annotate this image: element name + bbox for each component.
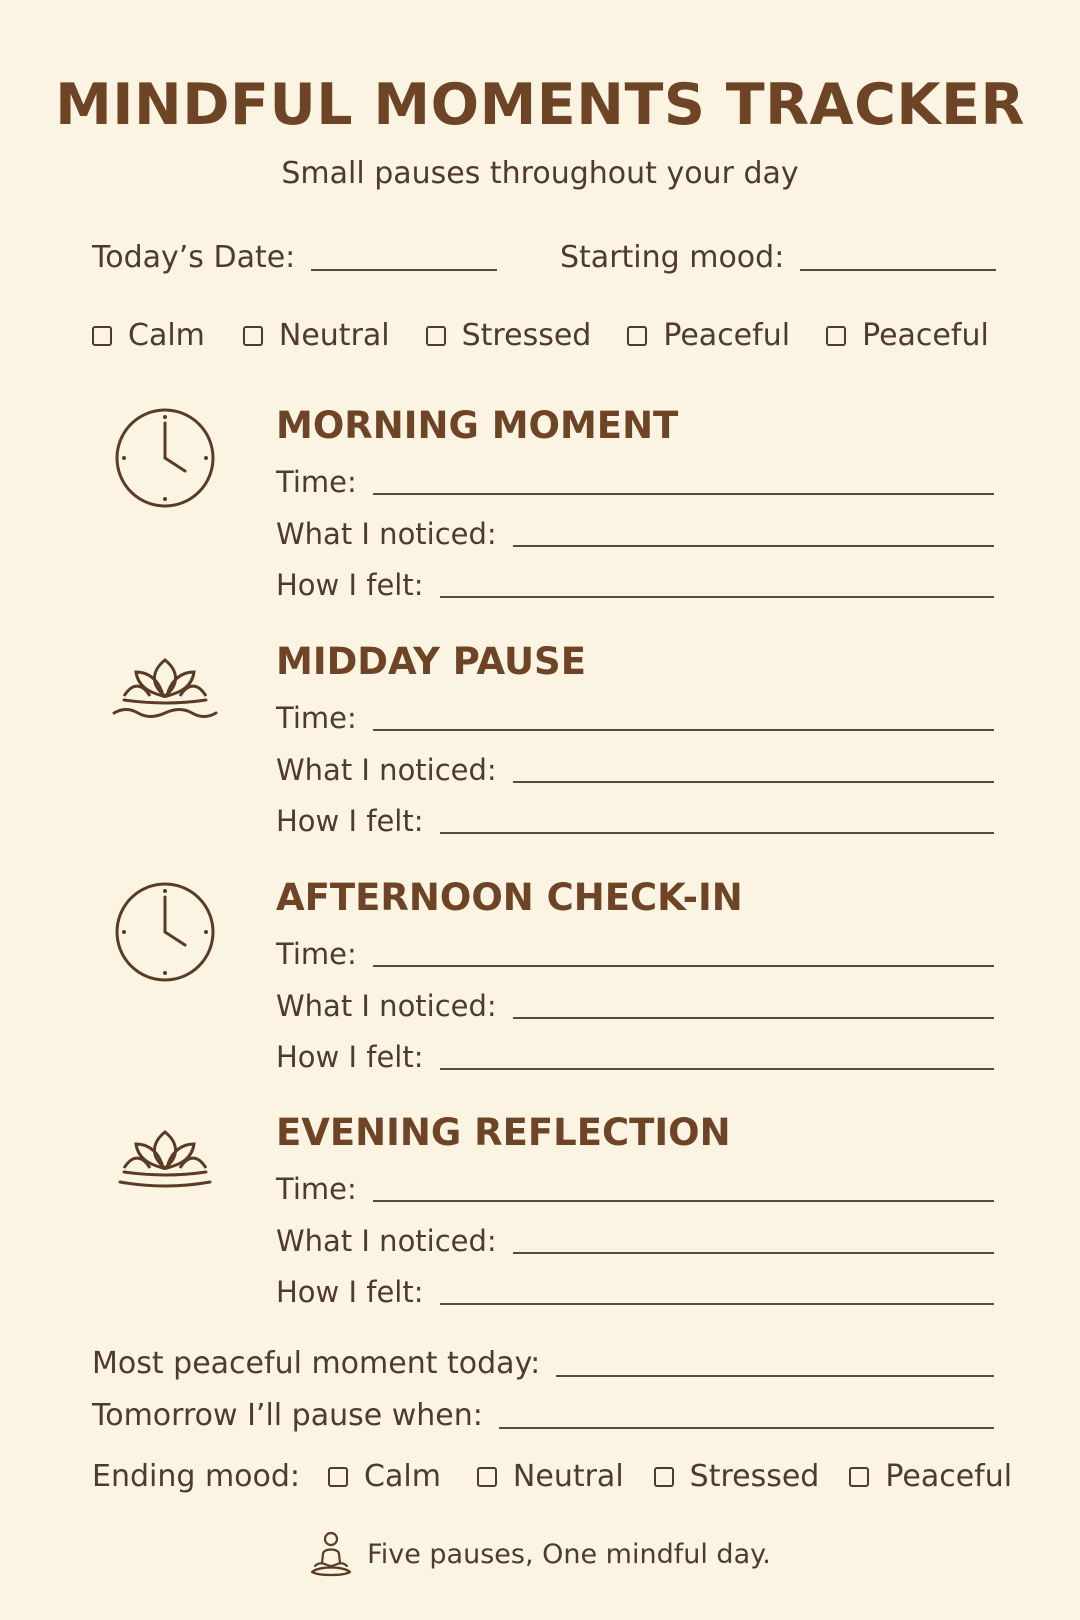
peaceful-moment-label: Most peaceful moment today: xyxy=(92,1346,541,1381)
checkbox[interactable] xyxy=(426,326,446,346)
ending-mood-peaceful[interactable] xyxy=(849,1459,1012,1494)
checkbox[interactable] xyxy=(654,1467,674,1487)
field-label: What I noticed: xyxy=(276,1224,497,1258)
evening-time-row xyxy=(276,1172,994,1206)
field-label: How I felt: xyxy=(276,568,424,602)
checkbox[interactable] xyxy=(477,1467,497,1487)
meditation-icon xyxy=(309,1530,353,1578)
date-label: Today’s Date: xyxy=(92,240,296,275)
checkbox[interactable] xyxy=(328,1467,348,1487)
afternoon-felt-field[interactable] xyxy=(440,1067,994,1070)
afternoon-noticed-row xyxy=(276,989,994,1023)
field-label: What I noticed: xyxy=(276,989,497,1023)
field-label: Time: xyxy=(276,937,357,971)
page-subtitle: Small pauses throughout your day xyxy=(281,156,799,191)
afternoon-time-row xyxy=(276,937,994,971)
date-field[interactable] xyxy=(311,268,497,271)
checkbox[interactable] xyxy=(627,326,647,346)
date-row xyxy=(92,240,512,275)
mood-option-label: Neutral xyxy=(278,318,390,353)
peaceful-moment-row xyxy=(92,1346,994,1381)
footer-text: Five pauses, One mindful day. xyxy=(367,1538,771,1570)
starting-mood-options xyxy=(92,318,989,353)
midday-time-row xyxy=(276,701,994,735)
field-label: Time: xyxy=(276,1172,357,1206)
mood-option-label: Peaceful xyxy=(862,318,989,353)
checkbox[interactable] xyxy=(243,326,263,346)
evening-time-field[interactable] xyxy=(373,1199,994,1202)
morning-noticed-field[interactable] xyxy=(513,544,994,547)
starting-mood-field[interactable] xyxy=(800,268,996,271)
lotus-icon xyxy=(110,640,220,750)
ending-mood-neutral[interactable] xyxy=(477,1459,624,1494)
afternoon-felt-row xyxy=(276,1040,994,1074)
field-label: How I felt: xyxy=(276,804,424,838)
tomorrow-field[interactable] xyxy=(499,1426,994,1429)
midday-felt-row xyxy=(276,804,994,838)
checkbox[interactable] xyxy=(826,326,846,346)
morning-felt-row xyxy=(276,568,994,602)
mood-option-calm[interactable] xyxy=(92,318,205,353)
clock-icon xyxy=(110,877,220,987)
mood-option-label: Calm xyxy=(128,318,205,353)
field-label: What I noticed: xyxy=(276,517,497,551)
morning-time-field[interactable] xyxy=(373,492,994,495)
ending-mood-calm[interactable] xyxy=(328,1459,441,1494)
mood-option-stressed[interactable] xyxy=(426,318,592,353)
mood-option-label: Peaceful xyxy=(885,1459,1013,1494)
mood-option-label: Peaceful xyxy=(663,318,791,353)
ending-mood-label: Ending mood: xyxy=(92,1458,301,1494)
morning-felt-field[interactable] xyxy=(440,595,994,598)
mood-option-peaceful-2[interactable] xyxy=(826,318,989,353)
lotus-icon xyxy=(110,1112,220,1222)
tomorrow-label: Tomorrow I’ll pause when: xyxy=(92,1398,483,1433)
checkbox[interactable] xyxy=(849,1467,869,1487)
mood-option-label: Neutral xyxy=(512,1459,624,1494)
evening-noticed-row xyxy=(276,1224,994,1258)
page-title: MINDFUL MOMENTS TRACKER xyxy=(55,72,1025,138)
section-title-evening: EVENING REFLECTION xyxy=(276,1111,731,1154)
morning-noticed-row xyxy=(276,517,994,551)
midday-felt-field[interactable] xyxy=(440,831,994,834)
checkbox[interactable] xyxy=(92,326,112,346)
evening-noticed-field[interactable] xyxy=(513,1251,994,1254)
ending-mood-stressed[interactable] xyxy=(654,1459,820,1494)
midday-time-field[interactable] xyxy=(373,728,994,731)
starting-mood-row xyxy=(560,240,996,275)
clock-icon xyxy=(110,403,220,513)
field-label: How I felt: xyxy=(276,1040,424,1074)
mood-option-label: Stressed xyxy=(689,1459,820,1494)
mood-option-label: Stressed xyxy=(461,318,592,353)
mood-option-peaceful[interactable] xyxy=(627,318,790,353)
mood-option-neutral[interactable] xyxy=(243,318,390,353)
ending-mood-row xyxy=(92,1459,1012,1494)
starting-mood-label: Starting mood: xyxy=(560,240,785,275)
evening-felt-field[interactable] xyxy=(440,1302,994,1305)
section-title-morning: MORNING MOMENT xyxy=(276,404,679,447)
footer xyxy=(0,1530,1080,1578)
afternoon-noticed-field[interactable] xyxy=(513,1016,994,1019)
tomorrow-row xyxy=(92,1398,994,1433)
midday-noticed-row xyxy=(276,753,994,787)
mood-option-label: Calm xyxy=(364,1459,441,1494)
morning-time-row xyxy=(276,465,994,499)
field-label: Time: xyxy=(276,465,357,499)
field-label: What I noticed: xyxy=(276,753,497,787)
field-label: Time: xyxy=(276,701,357,735)
section-title-afternoon: AFTERNOON CHECK-IN xyxy=(276,876,743,919)
midday-noticed-field[interactable] xyxy=(513,780,994,783)
evening-felt-row xyxy=(276,1275,994,1309)
field-label: How I felt: xyxy=(276,1275,424,1309)
afternoon-time-field[interactable] xyxy=(373,964,994,967)
peaceful-moment-field[interactable] xyxy=(556,1374,994,1377)
section-title-midday: MIDDAY PAUSE xyxy=(276,640,586,683)
